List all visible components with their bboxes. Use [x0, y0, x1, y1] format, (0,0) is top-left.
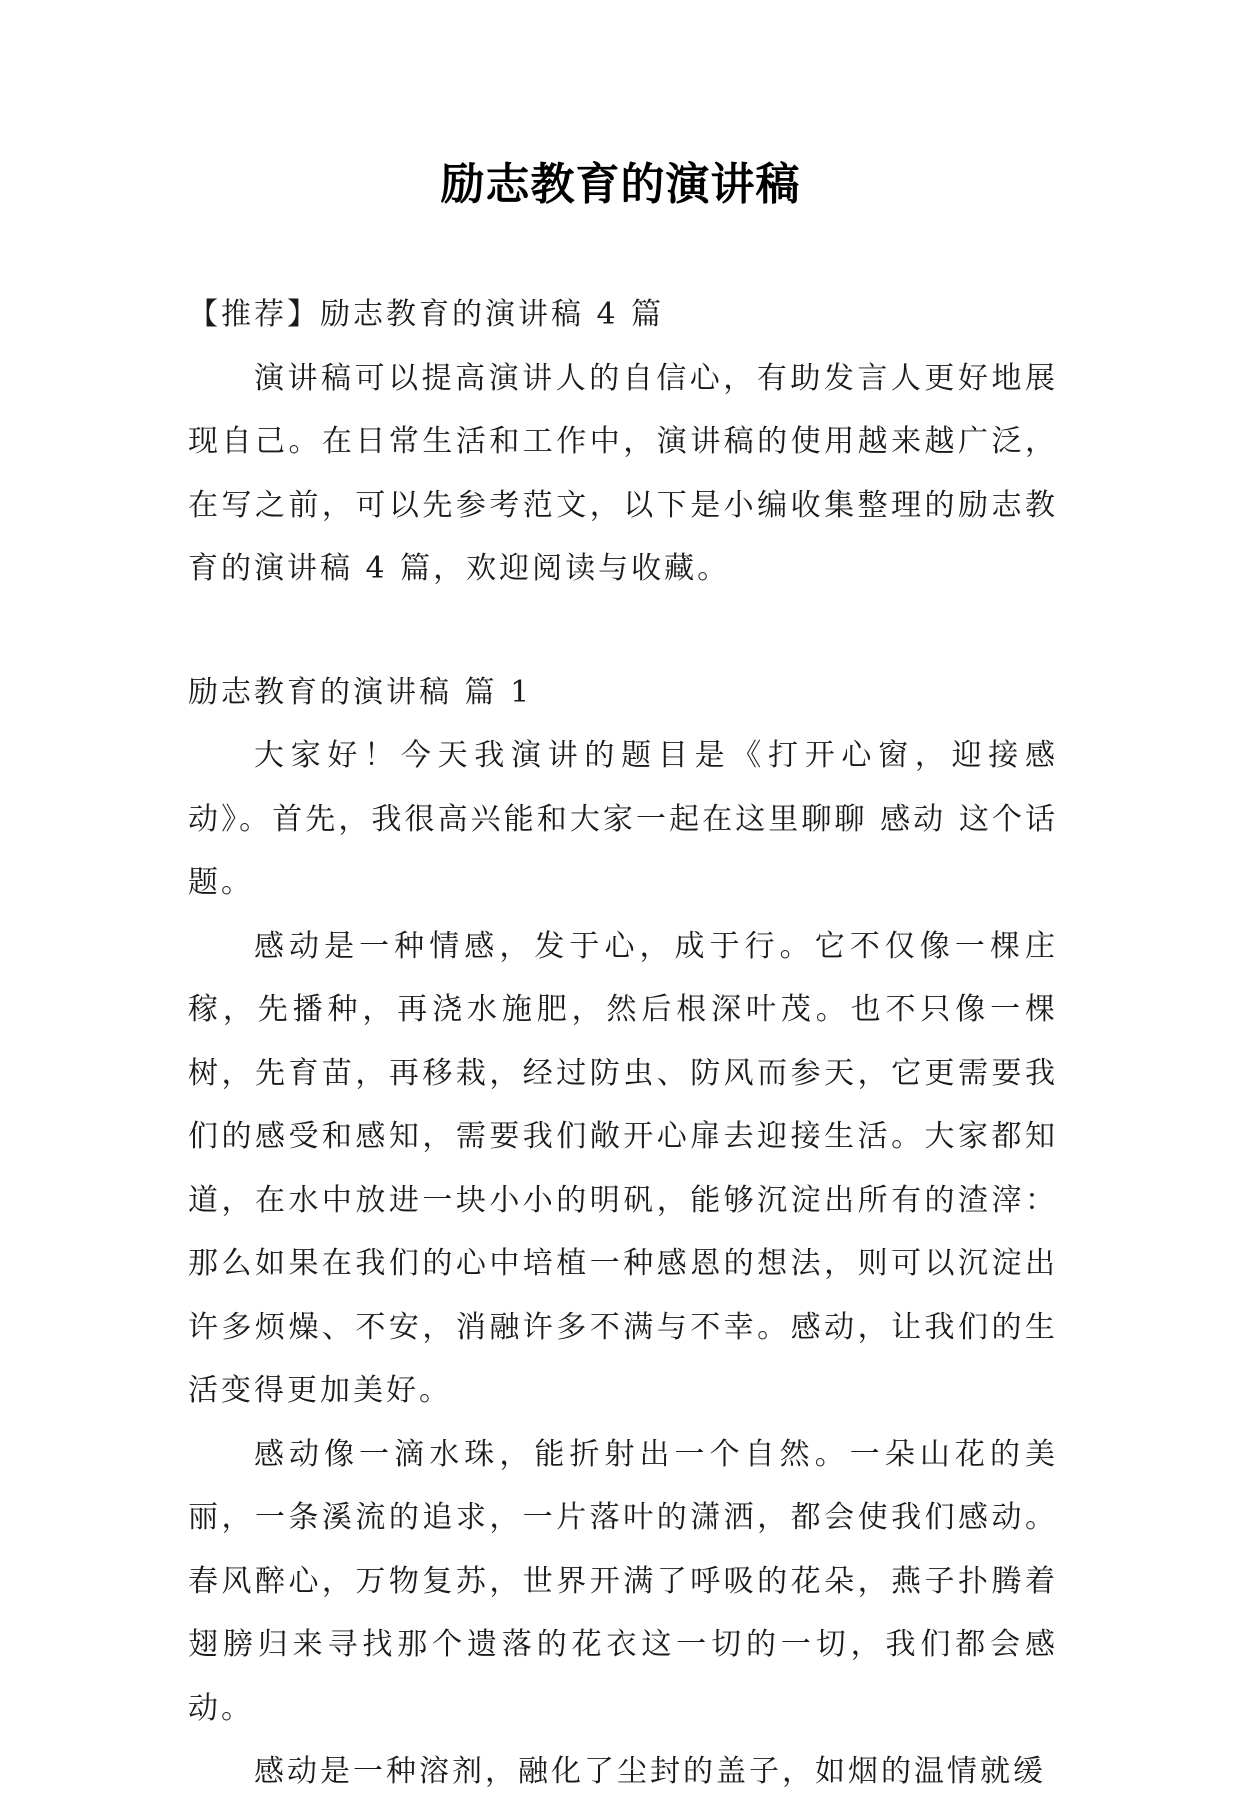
body-paragraph: 感动是一种溶剂，融化了尘封的盖子，如烟的温情就缓 [254, 1754, 1046, 1789]
document-body [188, 283, 1058, 1804]
body-paragraph: 感动是一种情感，发于心，成于行。它不仅像一棵庄稼，先播种，再浇水施肥，然后根深叶茂。也不只像一棵树，先育苗，再移栽，经过防虫、防风而参天，它更需要我们的感受和感知，需要我们敞开心扉去迎接生活。大家都知道，在水中放进一块小小的明矾，能够沉淀出所有的渣滓：那么如果在我们的心中培植一种感恩的想法，则可以沉淀出许多烦燥、不安，消融许多不满与不幸。感动，让我们的生活变得更加美好。 [188, 928, 1058, 1408]
section-spacer [188, 601, 1058, 661]
body-paragraph: 大家好！今天我演讲的题目是《打开心窗，迎接感动》。首先，我很高兴能和大家一起在这里聊聊 感动 这个话题。 [188, 738, 1058, 900]
recommend-line: 【推荐】励志教育的演讲稿 4 篇 [188, 297, 665, 332]
intro-paragraph: 演讲稿可以提高演讲人的自信心，有助发言人更好地展现自己。在日常生活和工作中，演讲稿的使用越来越广泛，在写之前，可以先参考范文，以下是小编收集整理的励志教育的演讲稿 4 篇，欢迎阅读与收藏。 [188, 360, 1058, 586]
body-paragraph: 感动像一滴水珠，能折射出一个自然。一朵山花的美丽，一条溪流的追求，一片落叶的潇洒，都会使我们感动。春风醉心，万物复苏，世界开满了呼吸的花朵，燕子扑腾着翅膀归来寻找那个遗落的花衣这一切的一切，我们都会感动。 [188, 1436, 1058, 1726]
section-heading: 励志教育的演讲稿 篇 1 [188, 674, 533, 710]
document-title: 励志教育的演讲稿 [440, 159, 801, 210]
